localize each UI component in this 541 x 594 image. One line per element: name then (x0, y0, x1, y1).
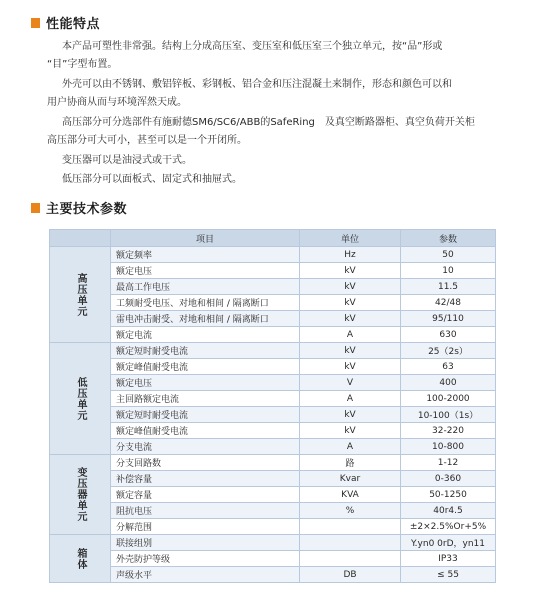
cell-item: 声级水平 (111, 567, 300, 583)
table-row (50, 551, 496, 567)
cell-item: 雷电冲击耐受、对地和相间 / 隔离断口 (111, 311, 300, 327)
cell-item: 额定电压 (111, 263, 300, 279)
paragraph: 用户协商从而与环境浑然天成。 (47, 97, 187, 108)
cell-unit: 路 (300, 455, 401, 471)
table-row (50, 503, 496, 519)
cell-item: 联接组别 (111, 535, 300, 551)
table-row (50, 535, 496, 551)
cell-item: 分解范围 (111, 519, 300, 535)
cell-unit: Hz (300, 247, 401, 263)
table-row (50, 311, 496, 327)
cell-unit: % (300, 503, 401, 519)
table-row (50, 247, 496, 263)
table-row (50, 375, 496, 391)
cell-unit: kV (300, 407, 401, 423)
paragraph: “目”字型布置。 (47, 59, 118, 70)
table-row (50, 519, 496, 535)
cell-param: 10 (401, 263, 496, 279)
table-row (50, 487, 496, 503)
group-label-text: 箱体 (75, 547, 86, 570)
cell-param: 32-220 (401, 423, 496, 439)
spec-table (49, 229, 496, 583)
cell-unit: V (300, 375, 401, 391)
table-header-row (50, 230, 496, 247)
cell-item: 额定短时耐受电流 (111, 407, 300, 423)
table-row (50, 455, 496, 471)
cell-param: 25（2s） (401, 343, 496, 359)
cell-unit (300, 519, 401, 535)
spec-table-body (50, 247, 496, 583)
group-label (50, 247, 111, 343)
cell-item: 额定频率 (111, 247, 300, 263)
table-row (50, 359, 496, 375)
section-marker-icon (31, 203, 40, 213)
cell-item: 额定短时耐受电流 (111, 343, 300, 359)
group-label-text: 高压单元 (75, 272, 86, 317)
cell-param: 11.5 (401, 279, 496, 295)
cell-param: 40r4.5 (401, 503, 496, 519)
cell-param: IP33 (401, 551, 496, 567)
cell-param: 95/110 (401, 311, 496, 327)
table-row (50, 423, 496, 439)
cell-item: 主回路额定电流 (111, 391, 300, 407)
cell-item: 额定电流 (111, 327, 300, 343)
cell-param: 42/48 (401, 295, 496, 311)
cell-param: 100-2000 (401, 391, 496, 407)
cell-unit: kV (300, 423, 401, 439)
table-row (50, 391, 496, 407)
paragraph: 高压部分可大可小，甚至可以是一个开闭所。 (47, 135, 247, 146)
group-label (50, 455, 111, 535)
group-label-text: 变压器单元 (75, 467, 86, 522)
group-label (50, 535, 111, 583)
table-row (50, 295, 496, 311)
cell-param: ≤ 55 (401, 567, 496, 583)
cell-unit: A (300, 439, 401, 455)
cell-param: 10-100（1s） (401, 407, 496, 423)
cell-param: 400 (401, 375, 496, 391)
cell-param: 50-1250 (401, 487, 496, 503)
cell-param: 0-360 (401, 471, 496, 487)
group-label (50, 343, 111, 455)
cell-unit: A (300, 327, 401, 343)
table-row (50, 279, 496, 295)
cell-item: 分支电流 (111, 439, 300, 455)
section-heading-features (31, 13, 100, 32)
table-row (50, 471, 496, 487)
cell-unit: Kvar (300, 471, 401, 487)
section-title: 性能特点 (46, 17, 101, 32)
header-unit: 单位 (300, 230, 401, 247)
header-param: 参数 (401, 230, 496, 247)
group-label-text: 低压单元 (75, 376, 86, 421)
header-group (50, 230, 111, 247)
section-heading-specs (31, 198, 127, 217)
header-item: 项目 (111, 230, 300, 247)
cell-param: 63 (401, 359, 496, 375)
paragraph: 本产品可塑性非常强。结构上分成高压室、变压室和低压室三个独立单元，按“品”形或 (62, 41, 443, 52)
cell-param: 1-12 (401, 455, 496, 471)
cell-item: 补偿容量 (111, 471, 300, 487)
cell-unit: kV (300, 359, 401, 375)
table-row (50, 327, 496, 343)
table-row (50, 263, 496, 279)
cell-param: Y.yn0 0rD，yn11 (401, 535, 496, 551)
cell-unit: kV (300, 343, 401, 359)
cell-item: 工频耐受电压、对地和相间 / 隔离断口 (111, 295, 300, 311)
cell-item: 分支回路数 (111, 455, 300, 471)
table-row (50, 407, 496, 423)
cell-unit: kV (300, 279, 401, 295)
cell-unit (300, 535, 401, 551)
cell-item: 最高工作电压 (111, 279, 300, 295)
cell-unit (300, 551, 401, 567)
table-row (50, 567, 496, 583)
cell-unit: A (300, 391, 401, 407)
paragraph: 变压器可以是油浸式或干式。 (62, 155, 192, 166)
cell-unit: kV (300, 295, 401, 311)
cell-unit: DB (300, 567, 401, 583)
cell-unit: KVA (300, 487, 401, 503)
cell-item: 额定峰值耐受电流 (111, 359, 300, 375)
cell-item: 额定容量 (111, 487, 300, 503)
cell-param: 10-800 (401, 439, 496, 455)
cell-item: 阻抗电压 (111, 503, 300, 519)
paragraph: 高压部分可分选部件有施耐德SM6/SC6/ABB的SafeRing 及真空断路器柜、真空负荷开关柜 (62, 117, 475, 128)
cell-item: 额定电压 (111, 375, 300, 391)
cell-item: 额定峰值耐受电流 (111, 423, 300, 439)
cell-param: 50 (401, 247, 496, 263)
table-row (50, 439, 496, 455)
section-marker-icon (31, 18, 40, 28)
cell-unit: kV (300, 311, 401, 327)
table-row (50, 343, 496, 359)
paragraph: 低压部分可以面板式、固定式和抽屉式。 (62, 174, 242, 185)
cell-param: 630 (401, 327, 496, 343)
cell-item: 外壳防护等级 (111, 551, 300, 567)
cell-unit: kV (300, 263, 401, 279)
paragraph: 外壳可以由不锈钢、敷铝锌板、彩钢板、铝合金和压注混凝土来制作，形态和颜色可以和 (62, 79, 452, 90)
cell-param: ±2×2.5%Or+5% (401, 519, 496, 535)
section-title: 主要技术参数 (46, 202, 128, 217)
